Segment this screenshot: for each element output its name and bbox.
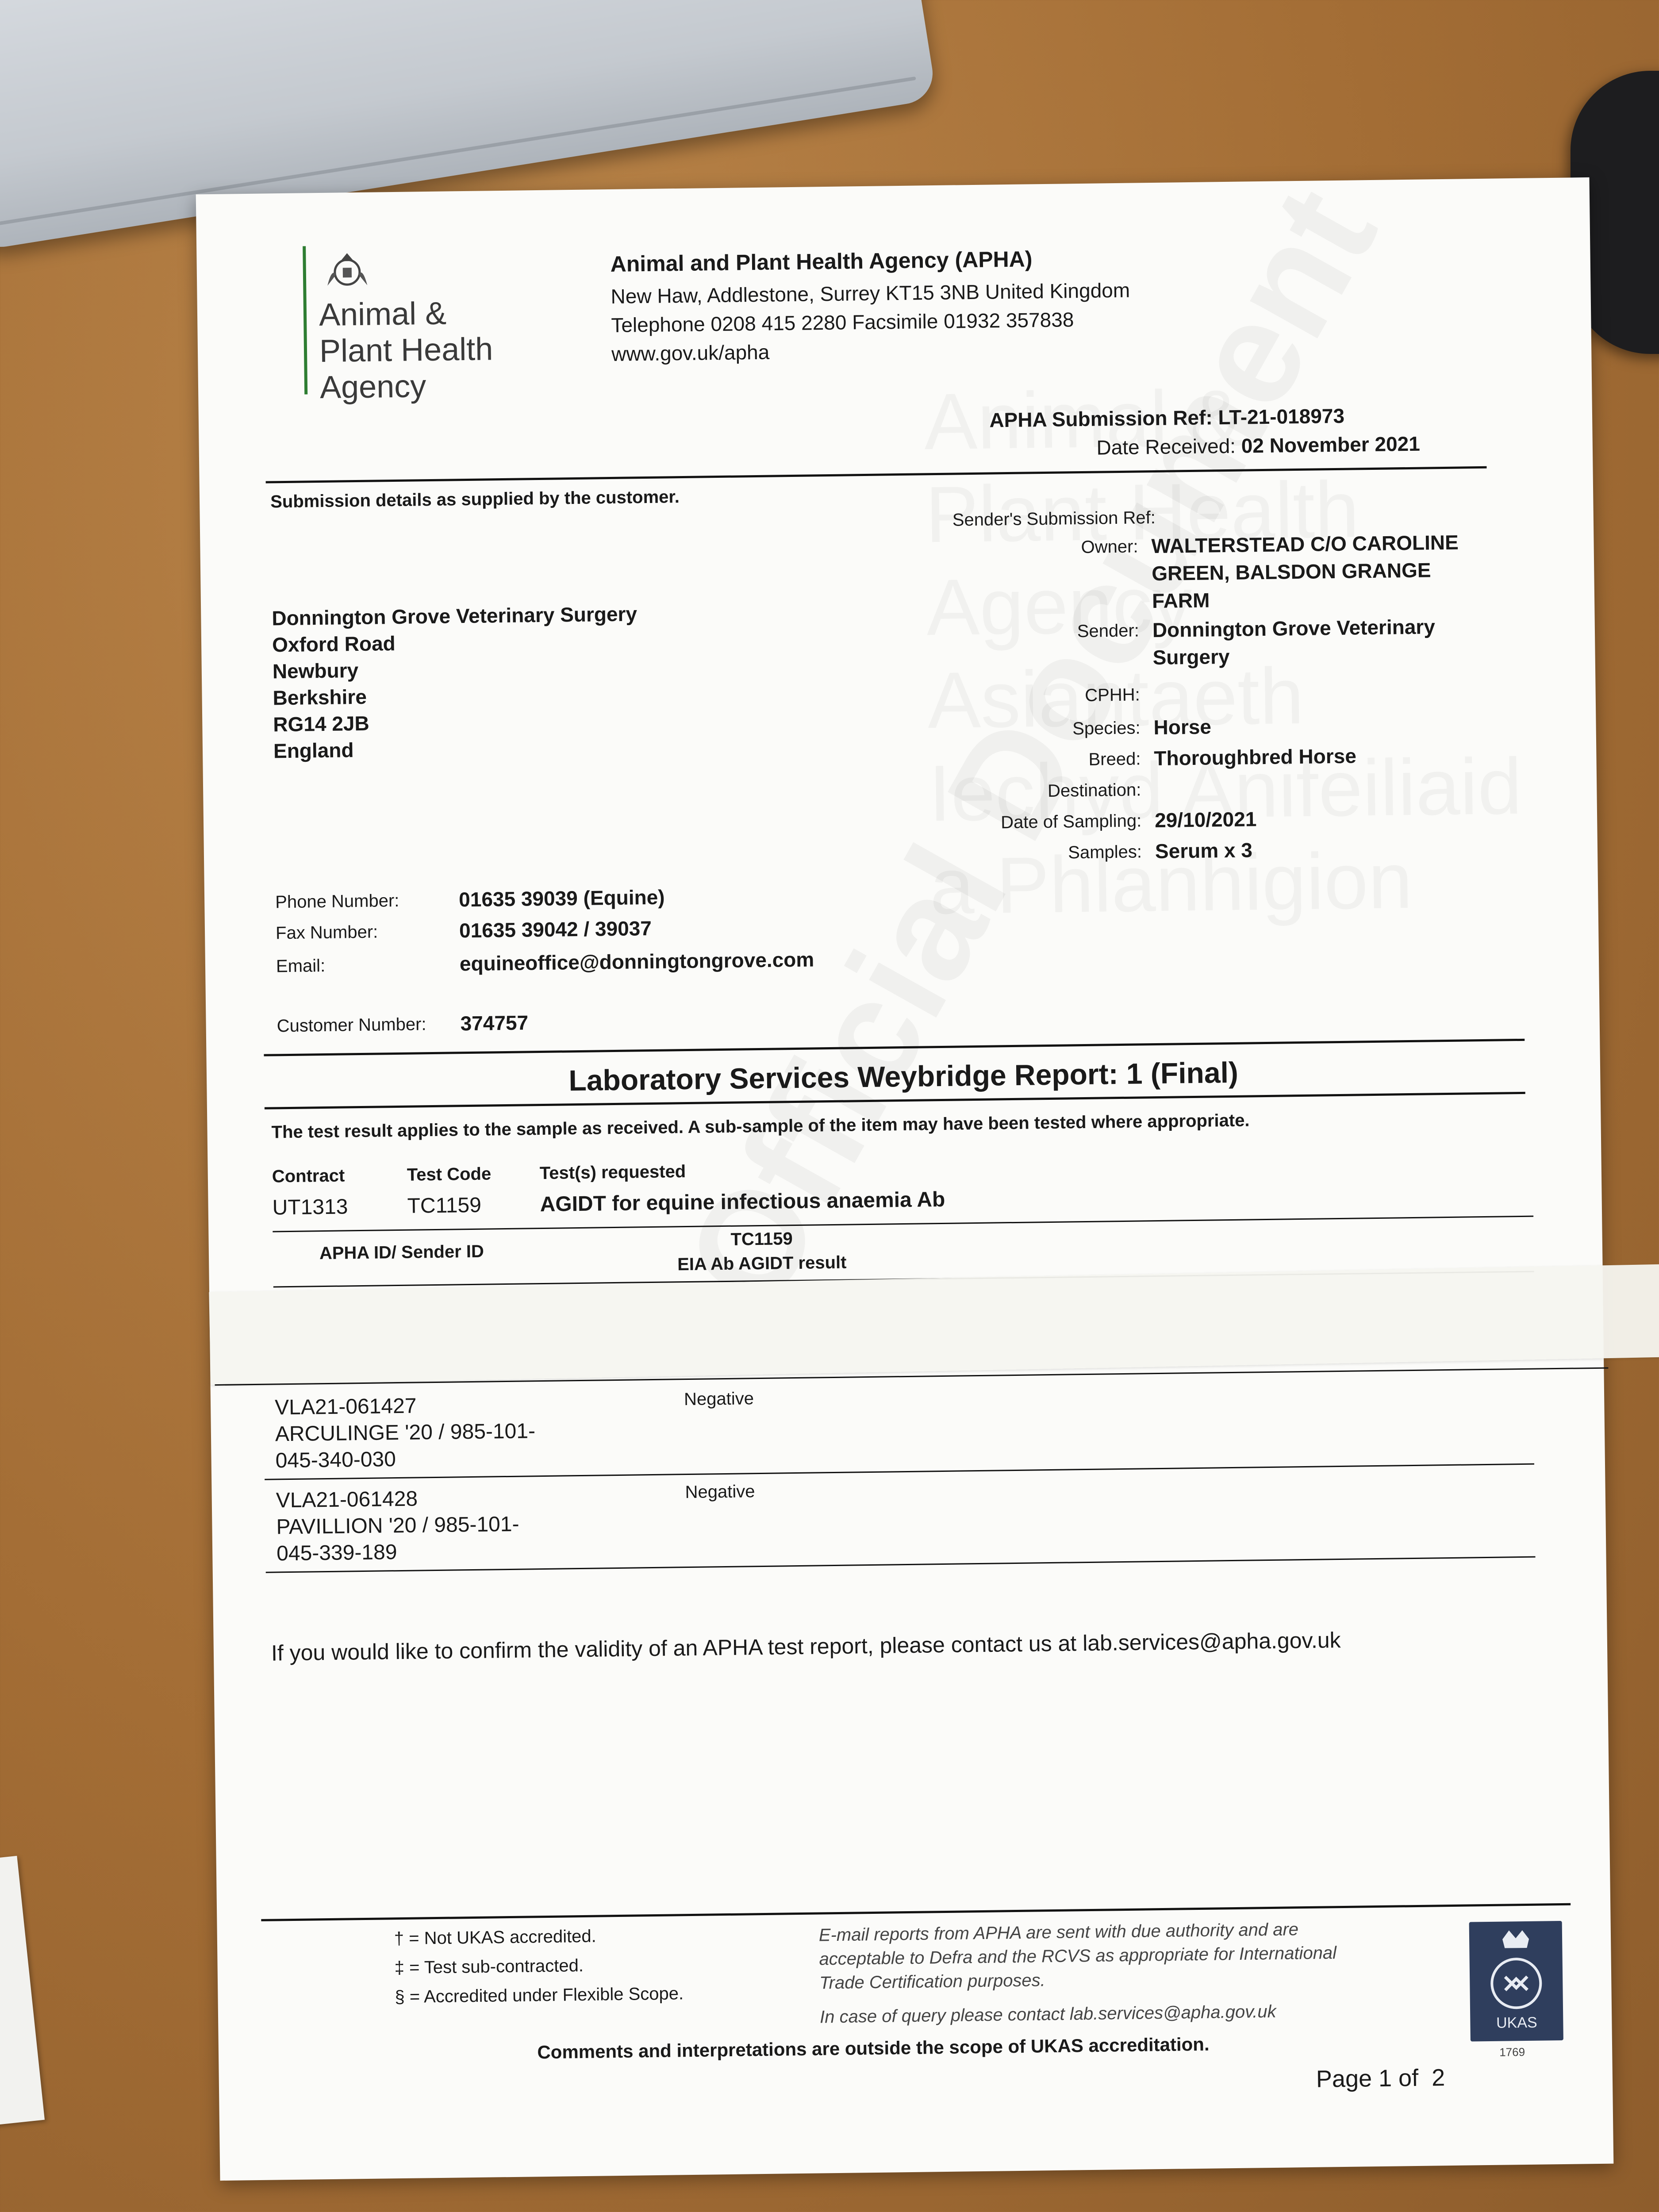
results-name-header: EIA Ab AGIDT result: [677, 1252, 847, 1275]
tests-rule: [273, 1216, 1533, 1233]
samples-label: Samples:: [1068, 842, 1142, 863]
test-code-value: TC1159: [407, 1193, 482, 1218]
ukas-crown-icon: [1469, 1921, 1563, 2042]
owner-line: GREEN, BALSDON GRANGE: [1152, 558, 1431, 585]
tests-requested-header: Test(s) requested: [539, 1162, 686, 1183]
sender-line: Donnington Grove Veterinary: [1152, 615, 1436, 642]
date-received: 02 November 2021: [1241, 432, 1421, 457]
report-title: Laboratory Services Weybridge Report: 1 (Final): [568, 1056, 1239, 1097]
legend-line: § = Accredited under Flexible Scope.: [395, 1984, 684, 2007]
breed-label: Breed:: [1088, 749, 1141, 769]
date-received-line: [1096, 432, 1420, 460]
logo-line-3: Agency: [319, 369, 426, 406]
sampling-date-value: 29/10/2021: [1154, 807, 1257, 832]
sender-line: Surgery: [1152, 645, 1230, 669]
address-line: Oxford Road: [272, 631, 396, 657]
species-value: Horse: [1153, 715, 1212, 739]
customer-number-value: 374757: [460, 1011, 529, 1035]
result-id-line: 045-339-189: [276, 1540, 397, 1566]
submission-ref: LT-21-018973: [1218, 404, 1345, 429]
address-line: England: [273, 738, 354, 763]
address-line: Berkshire: [273, 685, 367, 710]
ukas-label: UKAS: [1496, 2014, 1537, 2032]
report-note: The test result applies to the sample as received. A sub-sample of the item may have been tested where appropriate.: [271, 1110, 1250, 1142]
customer-number-label: Customer Number:: [276, 1014, 426, 1036]
ukas-logo: [1469, 1921, 1563, 2042]
address-line: Newbury: [272, 659, 359, 683]
submission-heading: Submission details as supplied by the customer.: [270, 487, 680, 512]
result-row-1-value: Negative: [684, 1389, 754, 1409]
sender-label: Sender:: [1077, 621, 1140, 641]
result-id-line: VLA21-061428: [276, 1487, 418, 1513]
contract-header: Contract: [272, 1166, 345, 1187]
result-id-line: PAVILLION '20 / 985-101-: [276, 1512, 519, 1539]
test-description: AGIDT for equine infectious anaemia Ab: [540, 1187, 945, 1217]
fax-value: 01635 39042 / 39037: [459, 916, 652, 942]
email-reports-note: [819, 1917, 1337, 1995]
cphh-label: CPHH:: [1084, 685, 1140, 705]
validity-note: If you would like to confirm the validity of an APHA test report, please contact us at lab.services@apha.gov.uk: [271, 1628, 1341, 1666]
address-line: RG14 2JB: [273, 711, 369, 736]
owner-label: Owner:: [1081, 537, 1138, 557]
result-id-line: VLA21-061427: [274, 1394, 417, 1420]
contract-value: UT1313: [272, 1195, 348, 1220]
royal-crest-icon: [318, 247, 376, 292]
paper-stack-background: [0, 1856, 45, 2126]
agency-logo-text: [319, 295, 494, 406]
senders-ref-label: Sender's Submission Ref:: [952, 507, 1156, 530]
results-code-header: TC1159: [730, 1229, 793, 1249]
result-row-1-id: [275, 1391, 536, 1474]
date-received-label: Date Received:: [1096, 434, 1236, 459]
email-note-line: Trade Certification purposes.: [819, 1970, 1046, 1993]
submission-ref-line: [989, 404, 1344, 432]
report-sheet: [196, 177, 1614, 2181]
tape-strip: [209, 1264, 1659, 1385]
email-value[interactable]: equineoffice@donningtongrove.com: [459, 948, 814, 975]
test-code-header: Test Code: [407, 1164, 492, 1185]
phone-label: Phone Number:: [275, 891, 399, 912]
results-id-header: APHA ID/ Sender ID: [319, 1241, 484, 1263]
result-id-line: 045-340-030: [275, 1448, 396, 1473]
logo-green-bar: [303, 246, 307, 394]
comments-note: Comments and interpretations are outside the scope of UKAS accreditation.: [537, 2033, 1210, 2063]
footer-legend: [394, 1920, 684, 2012]
ukas-number: 1769: [1499, 2045, 1525, 2059]
footer-rule: [261, 1903, 1571, 1921]
sender-value: [1152, 613, 1436, 671]
phone-value: 01635 39039 (Equine): [458, 885, 665, 911]
submission-ref-label: APHA Submission Ref:: [989, 406, 1213, 432]
org-phone: Telephone 0208 415 2280 Facsimile 01932 357838: [611, 308, 1074, 337]
samples-value: Serum x 3: [1155, 838, 1253, 863]
destination-label: Destination:: [1047, 780, 1141, 801]
customer-address: [272, 600, 639, 764]
result-row-2-id: [276, 1485, 519, 1567]
owner-value: [1151, 529, 1459, 614]
result-id-line: ARCULINGE '20 / 985-101-: [275, 1419, 536, 1446]
email-note-line: acceptable to Defra and the RCVS as appropriate for International: [819, 1943, 1337, 1969]
logo-line-2: Plant Health: [319, 331, 493, 369]
legend-line: † = Not UKAS accredited.: [394, 1926, 597, 1949]
org-website[interactable]: www.gov.uk/apha: [611, 340, 770, 365]
legend-line: ‡ = Test sub-contracted.: [394, 1956, 584, 1978]
org-name: Animal and Plant Health Agency (APHA): [610, 246, 1033, 276]
logo-line-1: Animal &: [319, 296, 447, 333]
owner-line: WALTERSTEAD C/O CAROLINE: [1151, 530, 1459, 558]
breed-value: Thoroughbred Horse: [1154, 744, 1357, 770]
owner-line: FARM: [1152, 588, 1210, 613]
result-row-2-value: Negative: [685, 1482, 755, 1502]
species-label: Species:: [1072, 718, 1141, 739]
email-label: Email:: [276, 956, 326, 976]
fax-label: Fax Number:: [275, 922, 378, 943]
org-address: New Haw, Addlestone, Surrey KT15 3NB United Kingdom: [611, 278, 1130, 308]
query-note: In case of query please contact lab.services@apha.gov.uk: [819, 2001, 1276, 2027]
sampling-date-label: Date of Sampling:: [1000, 811, 1142, 833]
email-note-line: E-mail reports from APHA are sent with due authority and are: [818, 1920, 1299, 1945]
page-number: Page 1 of 2: [1316, 2064, 1445, 2093]
address-line: Donnington Grove Veterinary Surgery: [272, 602, 637, 630]
